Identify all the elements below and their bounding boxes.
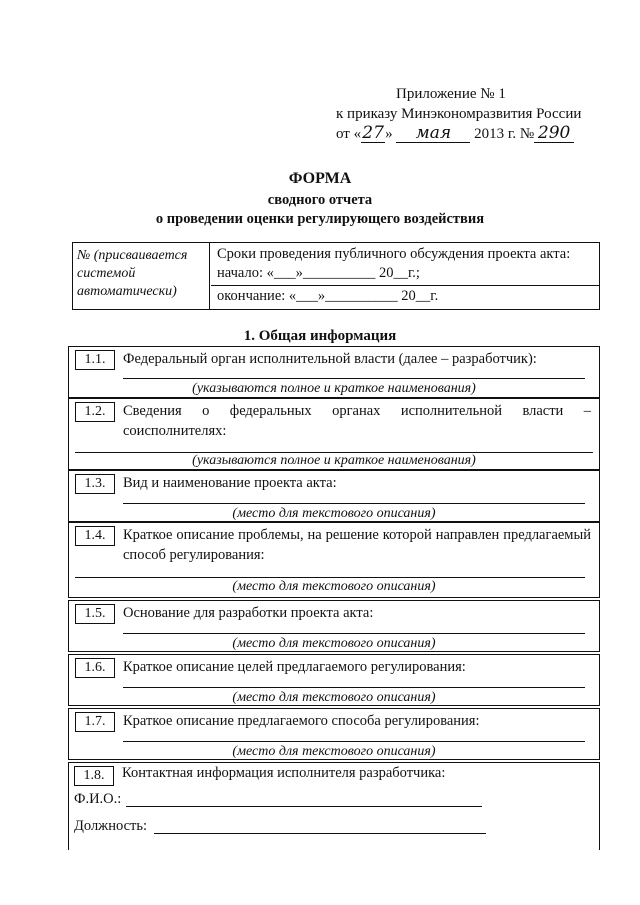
item-number: 1.8. [74,766,114,786]
item-number: 1.6. [75,658,115,678]
section-item-1-7 [68,708,600,760]
item-hint: (место для текстового описания) [232,690,436,705]
text-line [123,503,585,504]
item-number: 1.3. [75,474,115,494]
discussion-start: начало: «___»__________ 20__г.; [217,265,420,281]
item-number: 1.4. [75,526,115,546]
fio-label: Ф.И.О.: [74,791,122,807]
section-item-1-6 [68,654,600,706]
item-hint: (место для текстового описания) [232,744,436,759]
item-text: Краткое описание предлагаемого способа регулирования: [123,713,480,729]
section-top-border [68,762,600,763]
discussion-end: окончание: «___»__________ 20__г. [211,285,599,307]
section-item-1-5 [68,600,600,652]
item-hint: (место для текстового описания) [232,579,436,594]
item-text: Сведения о федеральных органах исполнительной власти – соисполнителях: [123,403,591,439]
item-text: Краткое описание целей предлагаемого регулирования: [123,659,466,675]
section-left-border [68,762,69,850]
appendix-order: к приказу Минэкономразвития России [336,106,582,122]
text-line [123,378,585,379]
item-text: Федеральный орган исполнительной власти (далее – разработчик): [123,351,537,367]
item-number: 1.5. [75,604,115,624]
item-number: 1.1. [75,350,115,370]
item-text: Основание для разработки проекта акта: [123,605,374,621]
section-title: 1. Общая информация [243,328,397,344]
section-item-1-4 [68,522,600,598]
item-number: 1.2. [75,402,115,422]
id-box [72,242,600,310]
item-text: Контактная информация исполнителя разработчика: [122,765,446,781]
section-item-1-3 [68,470,600,522]
item-hint: (указываются полное и краткое наименования) [192,453,476,468]
section-item-1-1 [68,346,600,398]
appendix-number: 290 [534,124,574,143]
discussion-period-title: Сроки проведения публичного обсуждения проекта акта: [217,246,571,262]
position-label: Должность: [74,818,147,834]
appendix-day: 27 [362,123,384,143]
form-subtitle-2: о проведении оценки регулирующего воздействия [155,211,485,227]
id-number-cell: № (присваивается системой автоматически) [73,243,210,309]
section-item-1-2 [68,398,600,470]
item-hint: (место для текстового описания) [232,506,436,521]
text-line [123,633,585,634]
appendix-month: мая [396,124,470,143]
item-text: Краткое описание проблемы, на решение которой направлен предлагаемый способ регулирования: [123,527,591,563]
item-hint: (место для текстового описания) [232,636,436,651]
text-line [75,577,585,578]
appendix-date: от «27» мая 2013 г. № 290 [336,124,588,144]
section-right-border [599,762,600,850]
text-line [123,687,585,688]
form-subtitle-1: сводного отчета [267,192,373,208]
appendix-title: Приложение № 1 [396,86,506,102]
item-number: 1.7. [75,712,115,732]
form-title: ФОРМА [288,170,352,187]
appendix-block [336,84,588,144]
position-field[interactable] [154,833,486,834]
text-line [123,741,585,742]
item-hint: (указываются полное и краткое наименования) [192,381,476,396]
fio-field[interactable] [126,806,482,807]
item-text: Вид и наименование проекта акта: [123,475,337,491]
